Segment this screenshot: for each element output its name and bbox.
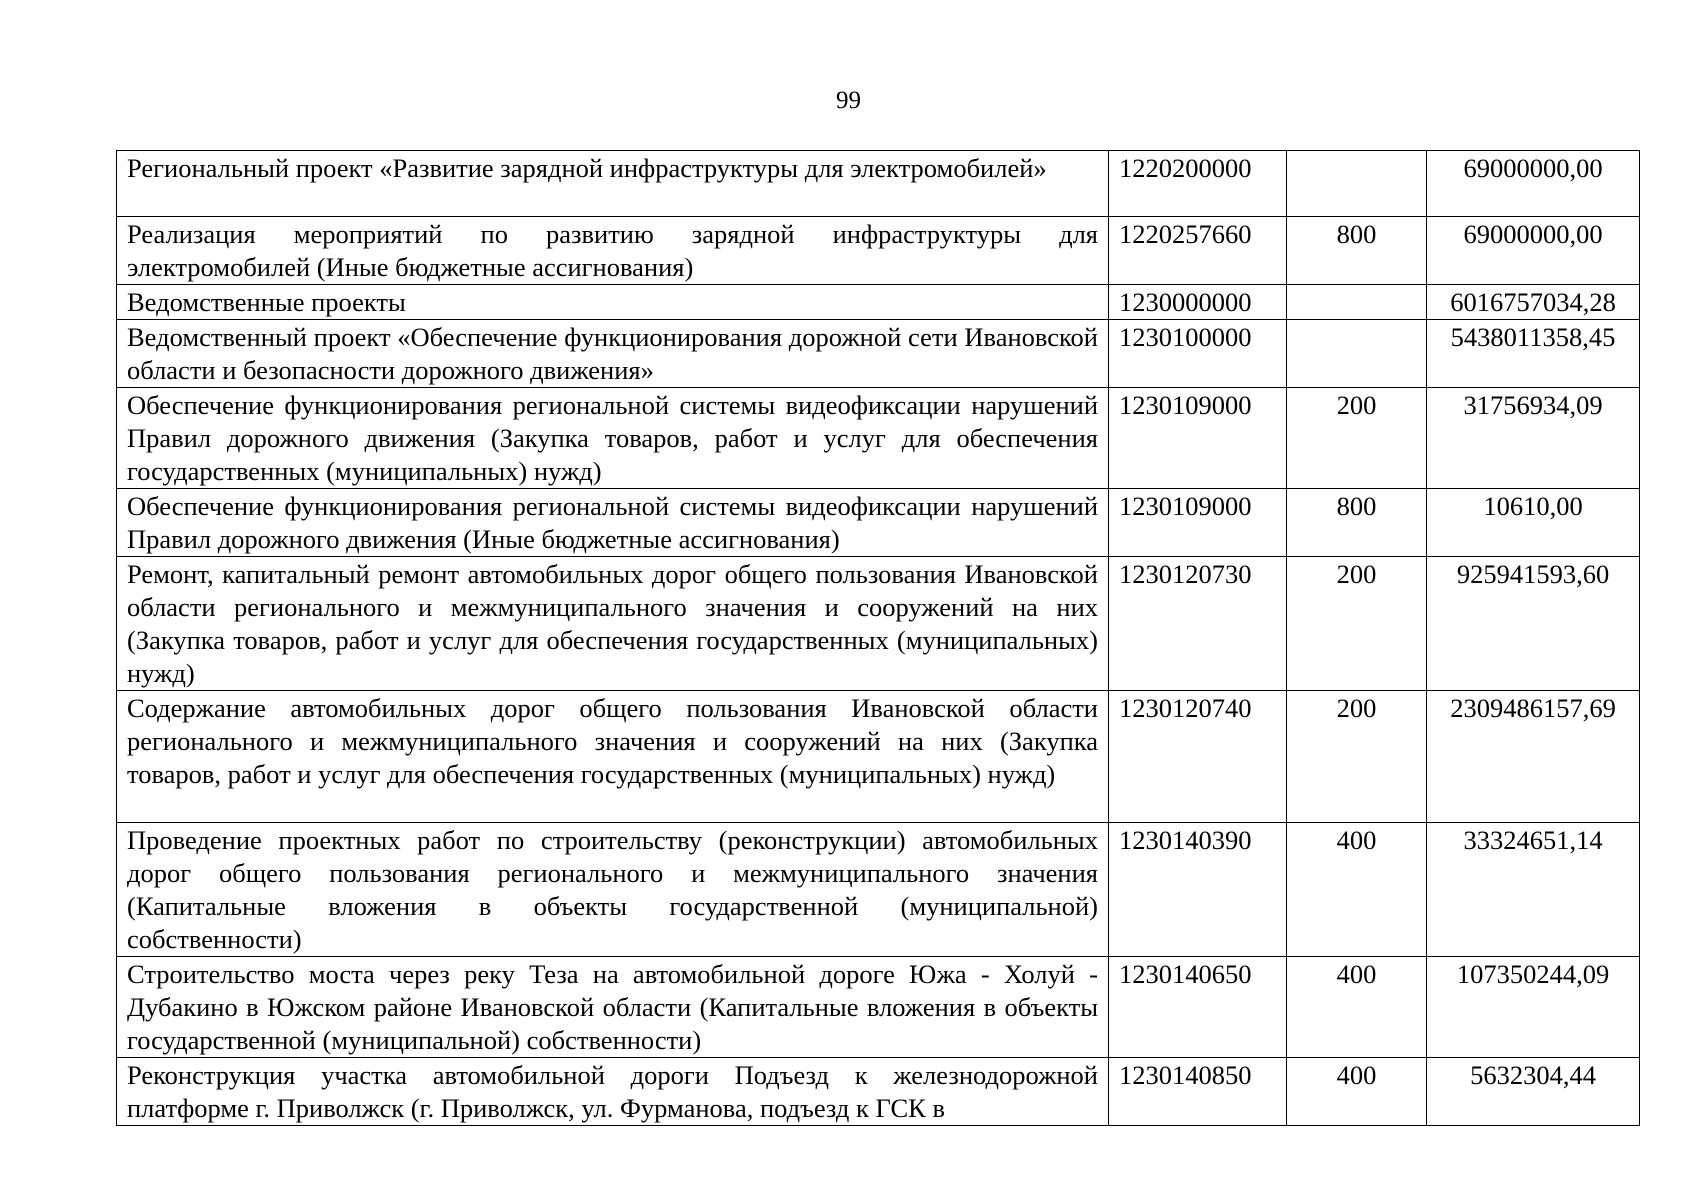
row-amount: 925941593,60	[1427, 557, 1640, 691]
row-code: 1230140650	[1109, 957, 1287, 1058]
table-row	[117, 957, 1640, 1058]
row-amount: 6016757034,28	[1427, 285, 1640, 320]
table-row	[117, 823, 1640, 957]
row-name: Обеспечение функционирования региональной системы видеофиксации нарушений Правил дорожного движения (Закупка товаров, работ и услуг для обеспечения государственных (муниципальных) нужд)	[117, 388, 1109, 489]
row-expense-type: 400	[1287, 823, 1427, 957]
row-code: 1230140850	[1109, 1058, 1287, 1126]
row-amount: 2309486157,69	[1427, 691, 1640, 823]
row-amount: 33324651,14	[1427, 823, 1640, 957]
row-expense-type: 200	[1287, 557, 1427, 691]
row-name: Строительство моста через реку Теза на автомобильной дороге Южа - Холуй - Дубакино в Южском районе Ивановской области (Капитальные вложения в объекты государственной (муниципальной) собственности)	[117, 957, 1109, 1058]
row-name: Ведомственные проекты	[117, 285, 1109, 320]
table-row	[117, 285, 1640, 320]
row-name: Реконструкция участка автомобильной дороги Подъезд к железнодорожной платформе г. Приволжск (г. Приволжск, ул. Фурманова, подъезд к ГСК в	[117, 1058, 1109, 1126]
row-code: 1230109000	[1109, 489, 1287, 557]
row-code: 1230000000	[1109, 285, 1287, 320]
row-name: Обеспечение функционирования региональной системы видеофиксации нарушений Правил дорожного движения (Иные бюджетные ассигнования)	[117, 489, 1109, 557]
row-expense-type: 200	[1287, 691, 1427, 823]
row-code: 1230109000	[1109, 388, 1287, 489]
table-row	[117, 489, 1640, 557]
page-number: 99	[836, 87, 861, 114]
table-row	[117, 691, 1640, 823]
row-amount: 10610,00	[1427, 489, 1640, 557]
row-amount: 5438011358,45	[1427, 320, 1640, 388]
row-expense-type: 800	[1287, 489, 1427, 557]
table-row	[117, 151, 1640, 217]
row-code: 1220200000	[1109, 151, 1287, 217]
row-name: Региональный проект «Развитие зарядной инфраструктуры для электромобилей»	[117, 151, 1109, 217]
row-amount: 107350244,09	[1427, 957, 1640, 1058]
row-amount: 31756934,09	[1427, 388, 1640, 489]
row-expense-type: 400	[1287, 1058, 1427, 1126]
row-expense-type	[1287, 151, 1427, 217]
table-row	[117, 388, 1640, 489]
row-code: 1230140390	[1109, 823, 1287, 957]
row-code: 1230120740	[1109, 691, 1287, 823]
budget-table	[116, 150, 1640, 1126]
row-expense-type	[1287, 285, 1427, 320]
table-row	[117, 217, 1640, 285]
row-code: 1230100000	[1109, 320, 1287, 388]
row-name: Реализация мероприятий по развитию зарядной инфраструктуры для электромобилей (Иные бюджетные ассигнования)	[117, 217, 1109, 285]
table-row	[117, 320, 1640, 388]
row-name: Проведение проектных работ по строительству (реконструкции) автомобильных дорог общего пользования регионального и межмуниципального значения (Капитальные вложения в объекты государственной (муниципальной) собственности)	[117, 823, 1109, 957]
table-row	[117, 557, 1640, 691]
row-expense-type: 800	[1287, 217, 1427, 285]
row-expense-type: 400	[1287, 957, 1427, 1058]
row-amount: 5632304,44	[1427, 1058, 1640, 1126]
row-name: Ремонт, капитальный ремонт автомобильных дорог общего пользования Ивановской области регионального и межмуниципального значения и сооружений на них (Закупка товаров, работ и услуг для обеспечения государственных (муниципальных) нужд)	[117, 557, 1109, 691]
row-amount: 69000000,00	[1427, 151, 1640, 217]
table-row	[117, 1058, 1640, 1126]
row-code: 1220257660	[1109, 217, 1287, 285]
row-name: Содержание автомобильных дорог общего пользования Ивановской области регионального и межмуниципального значения и сооружений на них (Закупка товаров, работ и услуг для обеспечения государственных (муниципальных) нужд)	[117, 691, 1109, 823]
row-code: 1230120730	[1109, 557, 1287, 691]
row-expense-type: 200	[1287, 388, 1427, 489]
row-expense-type	[1287, 320, 1427, 388]
row-amount: 69000000,00	[1427, 217, 1640, 285]
row-name: Ведомственный проект «Обеспечение функционирования дорожной сети Ивановской области и безопасности дорожного движения»	[117, 320, 1109, 388]
